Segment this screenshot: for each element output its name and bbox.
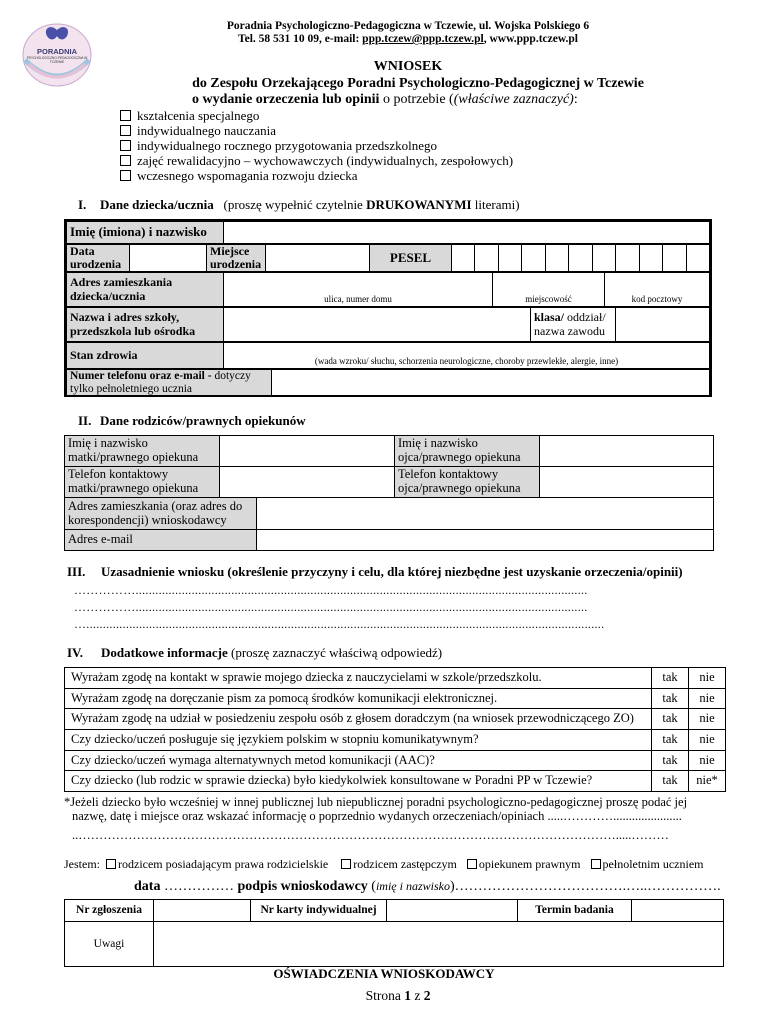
footnote-line2[interactable]: nazwę, datę i miejsce oraz wskazać informację o poprzednio wydanych orzeczeniach/opiniach .....…………...................... <box>72 809 682 823</box>
consent-row <box>65 750 726 771</box>
class-label <box>531 308 616 342</box>
no-option[interactable]: nie <box>689 729 726 750</box>
birth-date-label: Data urodzenia <box>67 245 130 272</box>
consent-row <box>65 668 726 689</box>
section4-heading <box>67 645 442 661</box>
health-input[interactable] <box>224 343 710 369</box>
consent-question: Wyrażam zgodę na doręczanie pism za pomocą środków komunikacji elektronicznej. <box>65 688 652 709</box>
section4-num: IV. <box>67 645 84 660</box>
yes-option[interactable]: tak <box>652 771 689 792</box>
checkbox[interactable] <box>120 155 131 166</box>
section3-title: Uzasadnienie wniosku (określenie przyczyny i celu, dla której niezbędne jest uzyskanie orzeczenia/opinii) <box>101 564 683 579</box>
parents-table <box>64 435 714 498</box>
street-hint: ulica, numer domu <box>324 294 392 305</box>
footnote-line1: *Jeżeli dziecko było wcześniej w innej publicznej lub niepublicznej poradni psychologiczno-pedagogicznej proszę podać jej <box>64 795 688 809</box>
applicant-option-label: rodzicem posiadającym prawa rodzicielskie <box>118 857 329 871</box>
yes-option[interactable]: tak <box>652 729 689 750</box>
child-phone-table <box>66 369 710 396</box>
logo-text: PORADNIA <box>36 47 77 56</box>
no-option[interactable]: nie <box>689 709 726 730</box>
applicant-option[interactable] <box>467 857 581 871</box>
birth-place-label: Miejsce urodzenia <box>207 245 266 272</box>
section3-num: III. <box>67 564 86 579</box>
town-input[interactable] <box>493 273 605 307</box>
consent-row <box>65 771 726 792</box>
section2-title: Dane rodziców/prawnych opiekunów <box>100 413 306 428</box>
section1-note-bold: DRUKOWANYMI <box>366 197 472 212</box>
consent-question: Czy dziecko/uczeń posługuje się językiem polskim w stopniu komunikatywnym? <box>65 729 652 750</box>
section3-heading <box>67 564 683 580</box>
applicant-option-label: pełnoletnim uczniem <box>602 857 704 871</box>
no-option[interactable]: nie <box>689 688 726 709</box>
mother-phone-input[interactable] <box>220 467 395 498</box>
exam-date-label: Termin badania <box>518 900 632 922</box>
consent-question: Wyrażam zgodę na kontakt w sprawie mojego dziecka z nauczycielami w szkole/przedszkolu. <box>65 668 652 689</box>
option-label: zajęć rewalidacyjno – wychowawczych (indywidualnych, zespołowych) <box>137 153 514 168</box>
birth-date-input[interactable] <box>130 245 207 272</box>
section1-title: Dane dziecka/ucznia <box>100 197 214 212</box>
section1-heading <box>78 197 520 213</box>
class-input[interactable] <box>616 308 710 342</box>
pesel-digit[interactable] <box>522 245 545 272</box>
form-title: WNIOSEK <box>373 59 443 74</box>
applicant-option-label: rodzicem zastępczym <box>353 857 457 871</box>
school-input[interactable] <box>224 308 531 342</box>
reg-no-input[interactable] <box>154 900 251 922</box>
consent-question: Czy dziecko/uczeń wymaga alternatywnych metod komunikacji (AAC)? <box>65 750 652 771</box>
child-school-table <box>66 307 710 342</box>
section4-title: Dodatkowe informacje <box>101 645 228 660</box>
date-dots: …………… <box>160 879 238 894</box>
signature-label: podpis wnioskodawcy <box>237 879 368 894</box>
page-number <box>300 988 496 1004</box>
applicant-option[interactable] <box>106 857 328 871</box>
zip-input[interactable] <box>605 273 710 307</box>
option-label: wczesnego wspomagania rozwoju dziecka <box>137 168 358 183</box>
consent-row <box>65 709 726 730</box>
yes-option[interactable]: tak <box>652 750 689 771</box>
yes-option[interactable]: tak <box>652 688 689 709</box>
health-label: Stan zdrowia <box>67 343 224 369</box>
justification-line[interactable]: …............................................................................................................................................................. <box>74 617 605 631</box>
consent-question: Czy dziecko (lub rodzic w sprawie dziecka) było kiedykolwiek konsultowane w Poradni PP w Tczewie? <box>65 771 652 792</box>
section1-num: I. <box>78 197 87 212</box>
birth-place-input[interactable] <box>266 245 370 272</box>
pesel-digit[interactable] <box>452 245 475 272</box>
child-name-label: Imię (imiona) i nazwisko <box>67 222 224 244</box>
signature-row[interactable] <box>134 879 721 895</box>
applicant-email-input[interactable] <box>257 530 714 551</box>
applicant-address-label: Adres zamieszkania (oraz adres do korespondencji) wnioskodawcy <box>65 498 257 530</box>
checkbox[interactable] <box>120 140 131 151</box>
father-name-input[interactable] <box>540 436 714 467</box>
option-item[interactable] <box>120 123 513 138</box>
justification-line[interactable]: ……………......................................................................................................................................... <box>74 600 588 614</box>
section1-note-prefix: (proszę wypełnić czytelnie <box>223 197 367 212</box>
option-label: indywidualnego rocznego przygotowania przedszkolnego <box>137 138 437 153</box>
consent-row <box>65 729 726 750</box>
applicant-type-row <box>64 857 704 872</box>
child-birth-table <box>66 244 710 272</box>
section2-heading <box>78 413 306 429</box>
option-item[interactable] <box>120 168 513 183</box>
class-label-rest: oddział/ nazwa zawodu <box>534 310 606 338</box>
applicant-option-label: opiekunem prawnym <box>478 857 581 871</box>
pesel-digit[interactable] <box>686 245 709 272</box>
checkbox[interactable] <box>120 110 131 121</box>
page-mid: z <box>410 988 424 1003</box>
mother-name-label: Imię i nazwisko matki/prawnego opiekuna <box>65 436 220 467</box>
option-item[interactable] <box>120 108 513 123</box>
signature-note-open: ( <box>367 879 376 894</box>
checkbox[interactable] <box>467 859 477 869</box>
yes-option[interactable]: tak <box>652 668 689 689</box>
page-prefix: Strona <box>365 988 405 1003</box>
purpose-bold: o wydanie orzeczenia lub opinii <box>192 92 380 107</box>
class-label-bold: klasa/ <box>534 310 565 325</box>
checkbox[interactable] <box>120 170 131 181</box>
pesel-digit[interactable] <box>592 245 615 272</box>
section1-note-suffix: literami) <box>471 197 520 212</box>
checkbox[interactable] <box>120 125 131 136</box>
exam-date-input[interactable] <box>632 900 724 922</box>
header-www: , www.ppp.tczew.pl <box>483 33 578 45</box>
justification-line[interactable]: ……………......................................................................................................................................... <box>74 583 588 597</box>
applicant-address-input[interactable] <box>257 498 714 530</box>
pesel-digit[interactable] <box>475 245 498 272</box>
pesel-digit[interactable] <box>616 245 639 272</box>
statement-heading: OŚWIADCZENIA WNIOSKODAWCY <box>273 966 495 981</box>
logo <box>21 22 93 88</box>
purpose-normal: o potrzebie ( <box>379 92 454 107</box>
option-item[interactable] <box>120 138 513 153</box>
page-current: 1 <box>404 988 411 1003</box>
father-phone-label: Telefon kontaktowy ojca/prawnego opiekuna <box>395 467 540 498</box>
remarks-label: Uwagi <box>65 922 154 967</box>
child-health-table <box>66 342 710 369</box>
option-label: indywidualnego nauczania <box>137 123 276 138</box>
father-phone-input[interactable] <box>540 467 714 498</box>
yes-option[interactable]: tak <box>652 709 689 730</box>
card-no-label: Nr karty indywidualnej <box>251 900 387 922</box>
pesel-digit[interactable] <box>498 245 521 272</box>
office-use-table <box>64 899 724 967</box>
option-item[interactable] <box>120 153 513 168</box>
checkbox[interactable] <box>591 859 601 869</box>
applicant-option[interactable] <box>591 857 704 871</box>
logo-subtext: PSYCHOLOGICZNO-PEDAGOGICZNA W TCZEWIE <box>26 56 88 64</box>
mother-phone-label: Telefon kontaktowy matki/prawnego opiekuna <box>65 467 220 498</box>
card-no-input[interactable] <box>387 900 518 922</box>
pesel-digit[interactable] <box>639 245 662 272</box>
purpose-end: : <box>573 92 578 107</box>
street-input[interactable] <box>224 273 493 307</box>
header-phone: Tel. 58 531 10 09, e-mail: <box>238 33 363 45</box>
signature-note-close: )……………………………….…..……………. <box>449 879 721 894</box>
consent-row <box>65 688 726 709</box>
applicant-address-table <box>64 497 714 551</box>
options-list <box>120 108 513 183</box>
section2-num: II. <box>78 413 92 428</box>
child-name-table <box>66 221 710 244</box>
pesel-digit[interactable] <box>663 245 686 272</box>
header-line2 <box>130 33 686 45</box>
no-option[interactable]: nie <box>689 668 726 689</box>
purpose-italic: (właściwe zaznaczyć) <box>453 92 574 107</box>
no-option[interactable]: nie <box>689 750 726 771</box>
date-label: data <box>134 879 161 894</box>
pesel-label: PESEL <box>370 245 452 272</box>
town-hint: miejscowość <box>525 294 572 305</box>
child-name-input[interactable] <box>224 222 710 244</box>
phone-input[interactable] <box>272 370 710 396</box>
child-address-table <box>66 272 710 307</box>
checkbox[interactable] <box>106 859 116 869</box>
page-total: 2 <box>423 988 431 1003</box>
footnote-line3[interactable]: ..………………………………………………………………………………………………………………….....……… <box>72 828 669 842</box>
applicant-option[interactable] <box>341 857 457 871</box>
child-address-label: Adres zamieszkania dziecka/ucznia <box>67 273 224 307</box>
section4-note: (proszę zaznaczyć właściwą odpowiedź) <box>227 645 443 660</box>
header-email-link[interactable]: ppp.tczew@ppp.tczew.pl <box>362 33 484 45</box>
checkbox[interactable] <box>341 859 351 869</box>
signature-note: imię i nazwisko <box>375 879 450 893</box>
consent-table <box>64 667 726 792</box>
no-option[interactable]: nie* <box>689 771 726 792</box>
phone-label-rest: dotyczy tylko pełnoletniego ucznia <box>70 370 251 395</box>
school-label: Nazwa i adres szkoły, przedszkola lub ośrodka <box>67 308 224 342</box>
father-name-label: Imię i nazwisko ojca/prawnego opiekuna <box>395 436 540 467</box>
applicant-email-label: Adres e-mail <box>65 530 257 551</box>
remarks-input[interactable] <box>154 922 724 967</box>
option-label: kształcenia specjalnego <box>137 108 260 123</box>
pesel-digit[interactable] <box>569 245 592 272</box>
pesel-digit[interactable] <box>545 245 568 272</box>
phone-label <box>67 370 272 396</box>
consent-question: Wyrażam zgodę na udział w posiedzeniu zespołu osób z głosem doradczym (na wniosek przewodniczącego ZO) <box>65 709 652 730</box>
applicant-type-prefix: Jestem: <box>64 857 100 871</box>
header-line1: Poradnia Psychologiczno-Pedagogiczna w Tczewie, ul. Wojska Polskiego 6 <box>226 20 590 32</box>
reg-no-label: Nr zgłoszenia <box>65 900 154 922</box>
zip-hint: kod pocztowy <box>631 294 683 305</box>
health-hint: (wada wzroku/ słuchu, schorzenia neurologiczne, choroby przewlekłe, alergie, inne) <box>314 356 619 367</box>
form-purpose-line <box>192 92 578 108</box>
phone-label-bold: Numer telefonu oraz e-mail - <box>70 370 215 382</box>
mother-name-input[interactable] <box>220 436 395 467</box>
form-subtitle: do Zespołu Orzekającego Poradni Psychologiczno-Pedagogicznej w Tczewie <box>192 76 644 91</box>
